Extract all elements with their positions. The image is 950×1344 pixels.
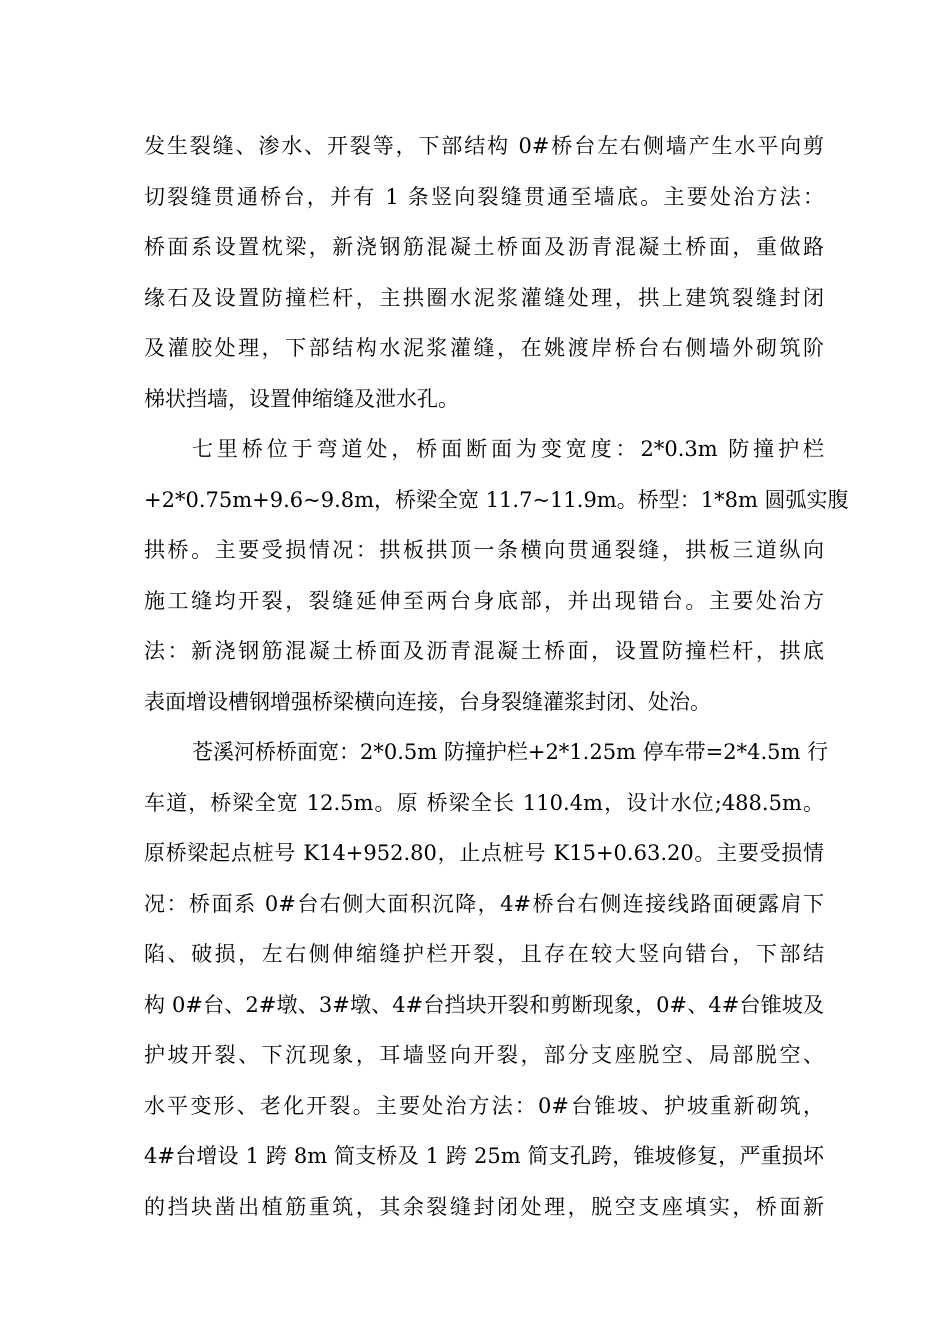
text-line: 的挡块凿出植筋重筑，其余裂缝封闭处理，脱空支座填实，桥面新	[144, 1194, 824, 1219]
paragraph-3	[144, 734, 829, 1239]
text-line: 缘石及设置防撞栏杆，主拱圈水泥浆灌缝处理，拱上建筑裂缝封闭	[144, 285, 824, 310]
text-line: 陷、破损，左右侧伸缩缝护栏开裂，且存在较大竖向错台，下部结	[144, 942, 824, 966]
document-body	[144, 128, 849, 1239]
text-line: 况：桥面系 0#台右侧大面积沉降，4#桥台右侧连接线路面硬露肩下	[144, 891, 824, 916]
text-line: 护坡开裂、下沉现象，耳墙竖向开裂，部分支座脱空、局部脱空、	[144, 1043, 824, 1067]
paragraph-2	[144, 431, 849, 734]
text-line: 发生裂缝、渗水、开裂等，下部结构 0#桥台左右侧墙产生水平向剪	[144, 134, 824, 158]
text-line: 构 0#台、2#墩、3#墩、4#台挡块开裂和剪断现象，0#、4#台锥坡及	[144, 992, 824, 1017]
text-line: 施工缝均开裂，裂缝延伸至两台身底部，并出现错台。主要处治方	[144, 588, 824, 613]
text-line: 拱桥。主要受损情况：拱板拱顶一条横向贯通裂缝，拱板三道纵向	[144, 538, 824, 562]
text-line: 车道，桥梁全宽 12.5m。原 桥梁全长 110.4m，设计水位;488.5m。	[144, 790, 824, 815]
text-line: +2*0.75m+9.6~9.8m，桥梁全宽 11.7~11.9m。桥型：1*8m 圆弧实腹	[144, 487, 849, 512]
text-line: 及灌胶处理，下部结构水泥浆灌缝，在姚渡岸桥台右侧墙外砌筑阶	[144, 336, 824, 360]
text-line: 表面增设槽钢增强桥梁横向连接，台身裂缝灌浆封闭、处治。	[144, 689, 711, 714]
text-line: 切裂缝贯通桥台，并有 1 条竖向裂缝贯通至墙底。主要处治方法：	[144, 184, 824, 209]
text-line: 水平变形、老化开裂。主要处治方法：0#台锥坡、护坡重新砌筑，	[144, 1093, 824, 1118]
text-line: 梯状挡墙，设置伸缩缝及泄水孔。	[144, 386, 459, 411]
text-line: 法：新浇钢筋混凝土桥面及沥青混凝土桥面，设置防撞栏杆，拱底	[144, 639, 824, 663]
text-line: 4#台增设 1 跨 8m 简支桥及 1 跨 25m 简支孔跨，锥坡修复，严重损坏	[144, 1144, 824, 1168]
text-line: 原桥梁起点桩号 K14+952.80，止点桩号 K15+0.63.20。主要受损情	[144, 841, 824, 865]
text-line: 桥面系设置枕梁，新浇钢筋混凝土桥面及沥青混凝土桥面，重做路	[144, 235, 824, 259]
paragraph-1	[144, 128, 824, 431]
text-line: 苍溪河桥桥面宽：2*0.5m 防撞护栏+2*1.25m 停车带=2*4.5m 行	[192, 740, 829, 764]
text-line: 七里桥位于弯道处，桥面断面为变宽度：2*0.3m 防撞护栏	[192, 437, 824, 461]
